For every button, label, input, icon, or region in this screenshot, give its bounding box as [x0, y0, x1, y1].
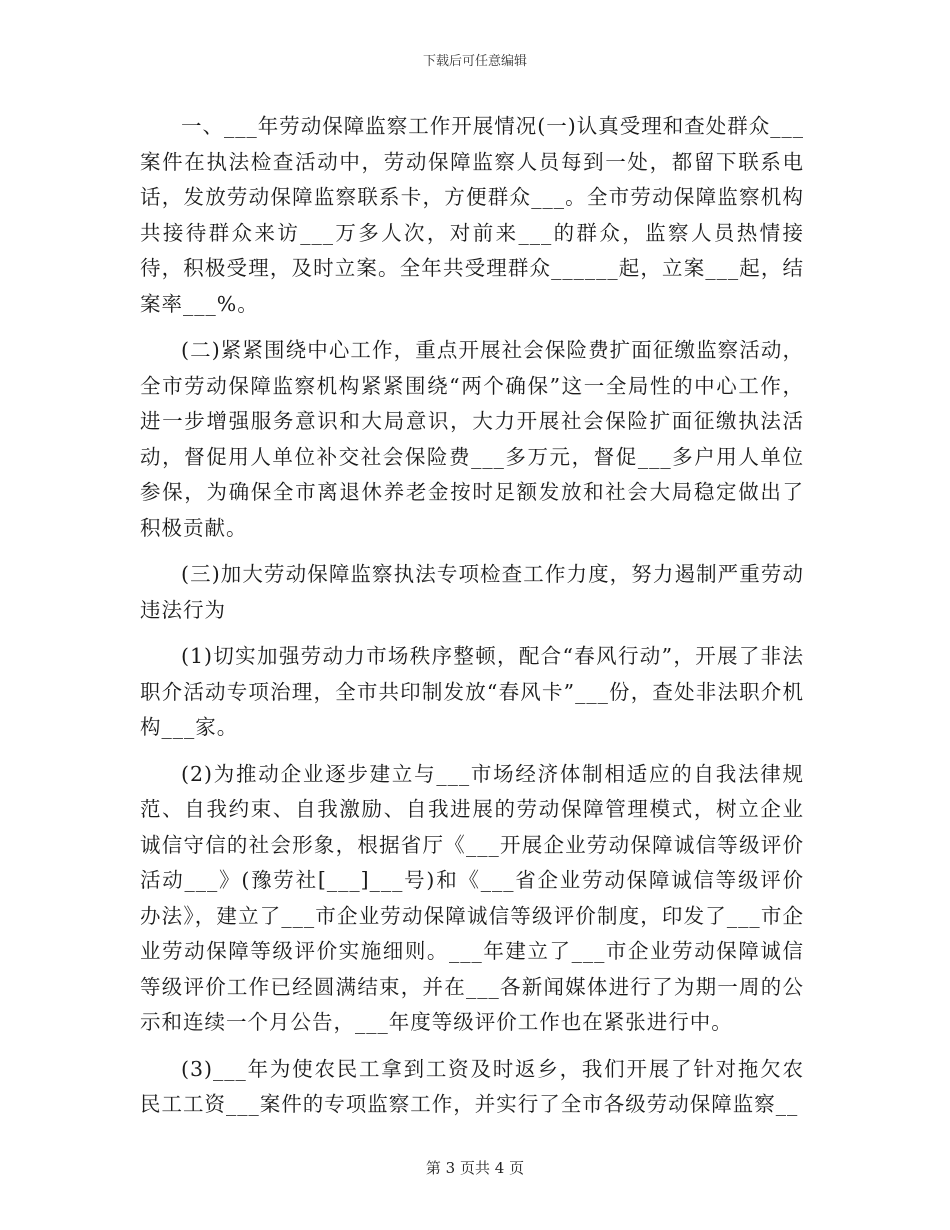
paragraph-3: (三)加大劳动保障监察执法专项检查工作力度，努力遏制严重劳动违法行为	[140, 562, 804, 622]
document-body	[140, 109, 804, 1134]
paragraph-2: (二)紧紧围绕中心工作，重点开展社会保险费扩面征缴监察活动，全市劳动保障监察机构紧紧围绕“两个确保”这一全局性的中心工作，进一步增强服务意识和大局意识，大力开展社会保险扩面征缴执法活动，督促用人单位补交社会保险费___多万元，督促___多户用人单位参保，为确保全市离退休养老金按时足额发放和社会大局稳定做出了积极贡献。	[140, 338, 804, 540]
paragraph-1: 一、___年劳动保障监察工作开展情况(一)认真受理和查处群众___案件在执法检查活动中，劳动保障监察人员每到一处，都留下联系电话，发放劳动保障监察联系卡，方便群众___。全市劳动保障监察机构共接待群众来访___万多人次，对前来___的群众，监察人员热情接待，积极受理，及时立案。全年共受理群众______起，立案___起，结案率___%。	[140, 114, 804, 316]
page-header: 下载后可任意编辑	[422, 54, 527, 69]
paragraph-5: (2)为推动企业逐步建立与___市场经济体制相适应的自我法律规范、自我约束、自我激励、自我进展的劳动保障管理模式，树立企业诚信守信的社会形象，根据省厅《___开展企业劳动保障诚信等级评价活动___》(豫劳社[___]___号)和《___省企业劳动保障诚信等级评价办法》，建立了___市企业劳动保障诚信等级评价制度，印发了___市企业劳动保障等级评价实施细则。___年建立了___市企业劳动保障诚信等级评价工作已经圆满结束，并在___各新闻媒体进行了为期一周的公示和连续一个月公告，___年度等级评价工作也在紧张进行中。	[140, 761, 804, 1034]
paragraph-4: (1)切实加强劳动力市场秩序整顿，配合“春风行动”，开展了非法职介活动专项治理，全市共印制发放“春风卡”___份，查处非法职介机构___家。	[140, 644, 804, 739]
page-footer: 第 3 页共 4 页	[425, 1159, 525, 1177]
paragraph-6: (3)___年为使农民工拿到工资及时返乡，我们开展了针对拖欠农民工工资___案件的专项监察工作，并实行了全市各级劳动保障监察__	[140, 1056, 804, 1116]
